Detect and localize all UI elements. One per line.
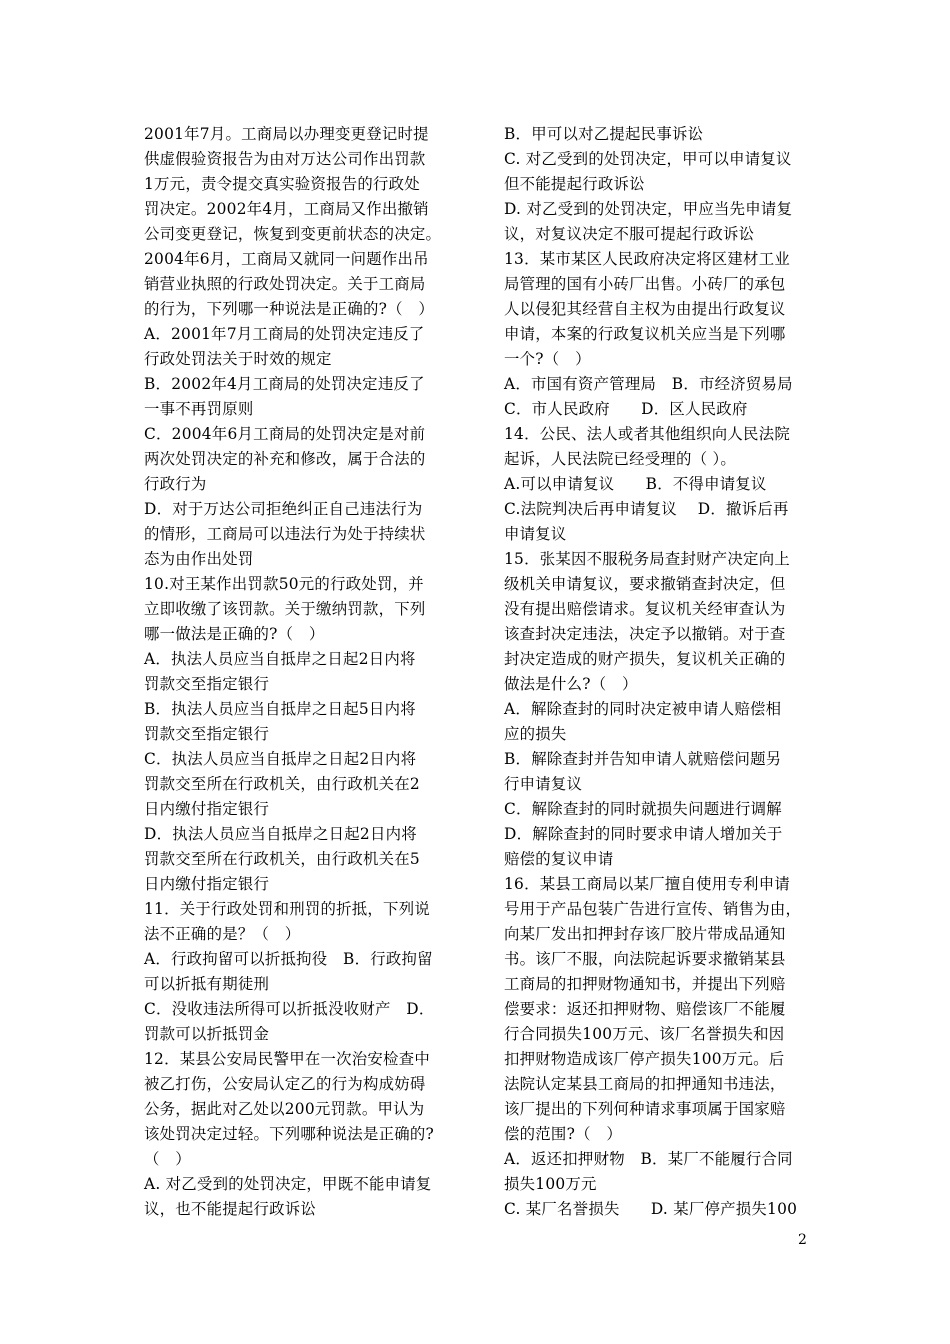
text-line: 态为由作出处罚: [144, 550, 254, 568]
text-line: 两次处罚决定的补充和修改，属于合法的: [144, 450, 426, 468]
text-line: 日内缴付指定银行: [144, 875, 270, 893]
text-line: A．返还扣押财物 B．某厂不能履行合同: [504, 1150, 793, 1168]
text-line: 申请复议: [504, 525, 567, 543]
text-line: 罚款交至所在行政机关，由行政机关在5: [144, 850, 420, 868]
text-line: 公司变更登记，恢复到变更前状态的决定。: [144, 225, 442, 243]
text-line: B．2002年4月工商局的处罚决定违反了: [144, 375, 425, 393]
text-line: 工商局的扣押财物通知书，并提出下列赔: [504, 975, 786, 993]
text-line: 1万元，责令提交真实验资报告的行政处: [144, 175, 420, 193]
text-line: 该厂提出的下列何种请求事项属于国家赔: [504, 1100, 786, 1118]
text-line: 行政行为: [144, 475, 207, 493]
text-line: C．市人民政府 D．区人民政府: [504, 400, 748, 418]
text-line: C．解除查封的同时就损失问题进行调解: [504, 800, 782, 818]
text-line: 公务，据此对乙处以200元罚款。甲认为: [144, 1100, 425, 1118]
text-line: 行政处罚法关于时效的规定: [144, 350, 332, 368]
text-line: 13．某市某区人民政府决定将区建材工业: [504, 250, 790, 268]
text-line: 可以折抵有期徒刑: [144, 975, 270, 993]
text-line: A．执法人员应当自抵岸之日起2日内将: [144, 650, 416, 668]
text-line: B．解除查封并告知申请人就赔偿问题另: [504, 750, 782, 768]
text-line: 级机关申请复议，要求撤销查封决定，但: [504, 575, 786, 593]
text-line: 损失100万元: [504, 1175, 597, 1193]
text-line: 局管理的国有小砖厂出售。小砖厂的承包: [504, 275, 786, 293]
text-line: A. 对乙受到的处罚决定，甲既不能申请复: [144, 1175, 432, 1193]
text-line: 14．公民、法人或者其他组织向人民法院: [504, 425, 790, 443]
text-line: 罚款交至所在行政机关，由行政机关在2: [144, 775, 420, 793]
text-line: 罚款交至指定银行: [144, 725, 270, 743]
text-line: C.法院判决后再申请复议 D．撤诉后再: [504, 500, 789, 518]
text-line: 偿要求：返还扣押财物、赔偿该厂不能履: [504, 1000, 786, 1018]
text-line: 议，对复议决定不服可提起行政诉讼: [504, 225, 755, 243]
text-line: 应的损失: [504, 725, 567, 743]
text-line: C．执法人员应当自抵岸之日起2日内将: [144, 750, 417, 768]
text-line: A.可以申请复议 B．不得申请复议: [504, 475, 767, 493]
text-line: C. 某厂名誉损失 D. 某厂停产损失100: [504, 1200, 798, 1218]
page-number: 2: [798, 1232, 807, 1248]
text-line: 法院认定某县工商局的扣押通知书违法，: [504, 1075, 786, 1093]
text-line: 供虚假验资报告为由对万达公司作出罚款: [144, 150, 426, 168]
text-line: 被乙打伤，公安局认定乙的行为构成妨碍: [144, 1075, 426, 1093]
text-line: 偿的范围?（ ）: [504, 1125, 622, 1143]
text-line: 没有提出赔偿请求。复议机关经审查认为: [504, 600, 786, 618]
text-line: 12．某县公安局民警甲在一次治安检查中: [144, 1050, 430, 1068]
text-line: 该处罚决定过轻。下列哪种说法是正确的?: [144, 1125, 435, 1143]
text-line: 该查封决定违法，决定予以撤销。对于查: [504, 625, 786, 643]
text-line: 行申请复议: [504, 775, 583, 793]
text-line: 起诉，人民法院已经受理的（ ）。: [504, 450, 737, 468]
text-line: 做法是什么?（ ）: [504, 675, 638, 693]
text-line: 罚款交至指定银行: [144, 675, 270, 693]
text-line: 销营业执照的行政处罚决定。关于工商局: [144, 275, 426, 293]
text-line: 的行为，下列哪一种说法是正确的?（ ）: [144, 300, 435, 318]
left-column: [144, 122, 450, 1222]
text-line: 封决定造成的财产损失，复议机关正确的: [504, 650, 786, 668]
text-line: A．解除查封的同时决定被申请人赔偿相: [504, 700, 782, 718]
text-line: 人以侵犯其经营自主权为由提出行政复议: [504, 300, 786, 318]
text-line: 一个?（ ）: [504, 350, 591, 368]
text-line: 法不正确的是？（ ）: [144, 925, 301, 943]
text-line: 日内缴付指定银行: [144, 800, 270, 818]
text-line: 立即收缴了该罚款。关于缴纳罚款，下列: [144, 600, 426, 618]
text-line: D. 对乙受到的处罚决定，甲应当先申请复: [504, 200, 793, 218]
text-line: C．没收违法所得可以折抵没收财产 D．: [144, 1000, 435, 1018]
text-line: A．2001年7月工商局的处罚决定违反了: [144, 325, 425, 343]
text-line: 行合同损失100万元、该厂名誉损失和因: [504, 1025, 785, 1043]
text-line: 议，也不能提起行政诉讼: [144, 1200, 317, 1218]
text-line: 16．某县工商局以某厂擅自使用专利申请: [504, 875, 790, 893]
text-line: 15．张某因不服税务局查封财产决定向上: [504, 550, 790, 568]
text-line: 2004年6月，工商局又就同一问题作出吊: [144, 250, 429, 268]
text-line: 扣押财物造成该厂停产损失100万元。后: [504, 1050, 785, 1068]
text-line: （ ）: [144, 1150, 191, 1168]
text-line: B．执法人员应当自抵岸之日起5日内将: [144, 700, 416, 718]
text-line: 向某厂发出扣押封存该厂胶片带成品通知: [504, 925, 786, 943]
text-line: 书。该厂不服，向法院起诉要求撤销某县: [504, 950, 786, 968]
text-line: 2001年7月。工商局以办理变更登记时提: [144, 125, 429, 143]
text-line: 赔偿的复议申请: [504, 850, 614, 868]
text-line: A．市国有资产管理局 B．市经济贸易局: [504, 375, 793, 393]
right-column: [504, 122, 810, 1222]
text-line: 哪一做法是正确的?（ ）: [144, 625, 325, 643]
text-line: 罚款可以折抵罚金: [144, 1025, 270, 1043]
text-line: 号用于产品包装广告进行宣传、销售为由，: [504, 900, 802, 918]
text-line: C．2004年6月工商局的处罚决定是对前: [144, 425, 426, 443]
text-line: 但不能提起行政诉讼: [504, 175, 645, 193]
text-line: C. 对乙受到的处罚决定，甲可以申请复议: [504, 150, 792, 168]
text-line: D．执法人员应当自抵岸之日起2日内将: [144, 825, 417, 843]
text-line: D．解除查封的同时要求申请人增加关于: [504, 825, 783, 843]
text-line: A．行政拘留可以折抵拘役 B．行政拘留: [144, 950, 433, 968]
text-line: 的情形，工商局可以违法行为处于持续状: [144, 525, 426, 543]
text-line: 一事不再罚原则: [144, 400, 254, 418]
text-line: 11．关于行政处罚和刑罚的折抵，下列说: [144, 900, 430, 918]
text-line: B．甲可以对乙提起民事诉讼: [504, 125, 704, 143]
text-line: 罚决定。2002年4月，工商局又作出撤销: [144, 200, 429, 218]
text-line: D．对于万达公司拒绝纠正自己违法行为: [144, 500, 423, 518]
text-line: 申请，本案的行政复议机关应当是下列哪: [504, 325, 786, 343]
text-line: 10.对王某作出罚款50元的行政处罚，并: [144, 575, 424, 593]
